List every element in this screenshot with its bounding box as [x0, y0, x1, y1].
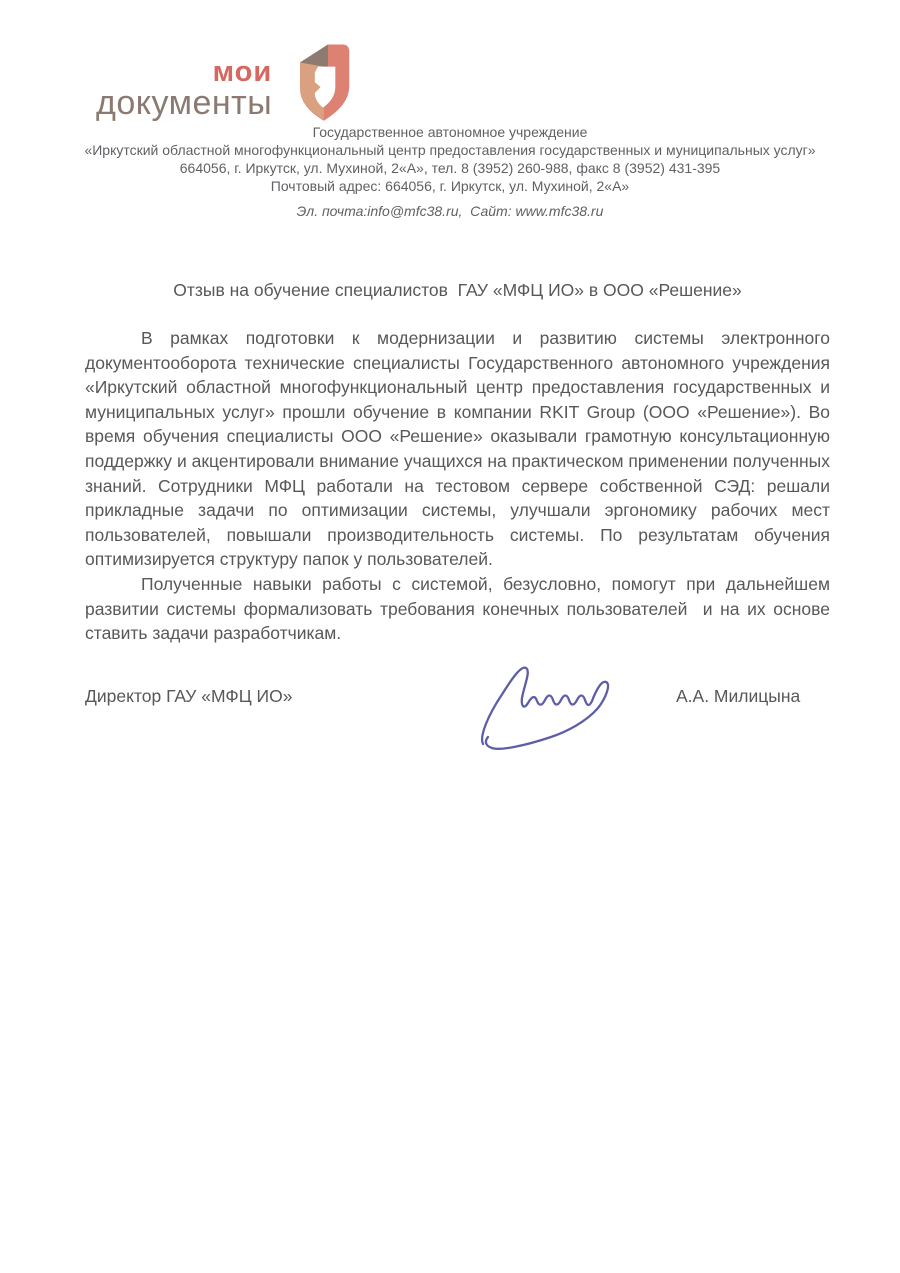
org-header	[0, 123, 900, 220]
logo-wordmark	[96, 42, 272, 121]
document-body	[85, 326, 835, 646]
logo-word-dokumenty: документы	[96, 84, 273, 122]
signature-block	[0, 650, 900, 770]
org-email-site-line: Эл. почта:info@mfc38.ru, Сайт: www.mfc38.ru	[296, 203, 604, 219]
org-address-phone-line: 664056, г. Иркутск, ул. Мухиной, 2«А», тел. 8 (3952) 260-988, факс 8 (3952) 431-395	[179, 160, 721, 176]
shield-logo-icon	[276, 42, 352, 124]
body-paragraph-2: Полученные навыки работы с системой, безусловно, помогут при дальнейшем развитии системы формализовать требования конечных пользователей и на их основе ставить задачи разработчикам.	[85, 573, 835, 644]
handwritten-signature	[465, 652, 630, 762]
org-type-line: Государственное автономное учреждение	[312, 124, 588, 140]
logo-word-moi: мои	[212, 56, 273, 88]
body-paragraph-1: В рамках подготовки к модернизации и развитию системы электронного документооборота технические специалисты Государственного автономного учреждения «Иркутский областной многофункциональный центр предоставления государственных и муниципальных услуг» прошли обучение в компании RKIT Group (ООО «Решение»). Во время обучения специалисты ООО «Решение» оказывали грамотную консультационную поддержку и акцентировали внимание учащихся на практическом применении полученных знаний. Сотрудники МФЦ работали на тестовом сервере собственной СЭД: решали прикладные задачи по оптимизации системы, улучшали эргономику рабочих мест пользователей, повышали производительность системы. По результатам обучения оптимизируется структуру папок у пользователей.	[85, 328, 835, 570]
signer-name: А.А. Милицына	[676, 686, 801, 706]
signer-position: Директор ГАУ «МФЦ ИО»	[85, 686, 293, 706]
document-title: Отзыв на обучение специалистов ГАУ «МФЦ ИО» в ООО «Решение»	[173, 280, 742, 300]
moi-dokumenty-logo	[96, 42, 352, 124]
org-postal-line: Почтовый адрес: 664056, г. Иркутск, ул. Мухиной, 2«А»	[270, 178, 630, 194]
org-name-line: «Иркутский областной многофункциональный центр предоставления государственных и муниципальных услуг»	[84, 142, 816, 158]
